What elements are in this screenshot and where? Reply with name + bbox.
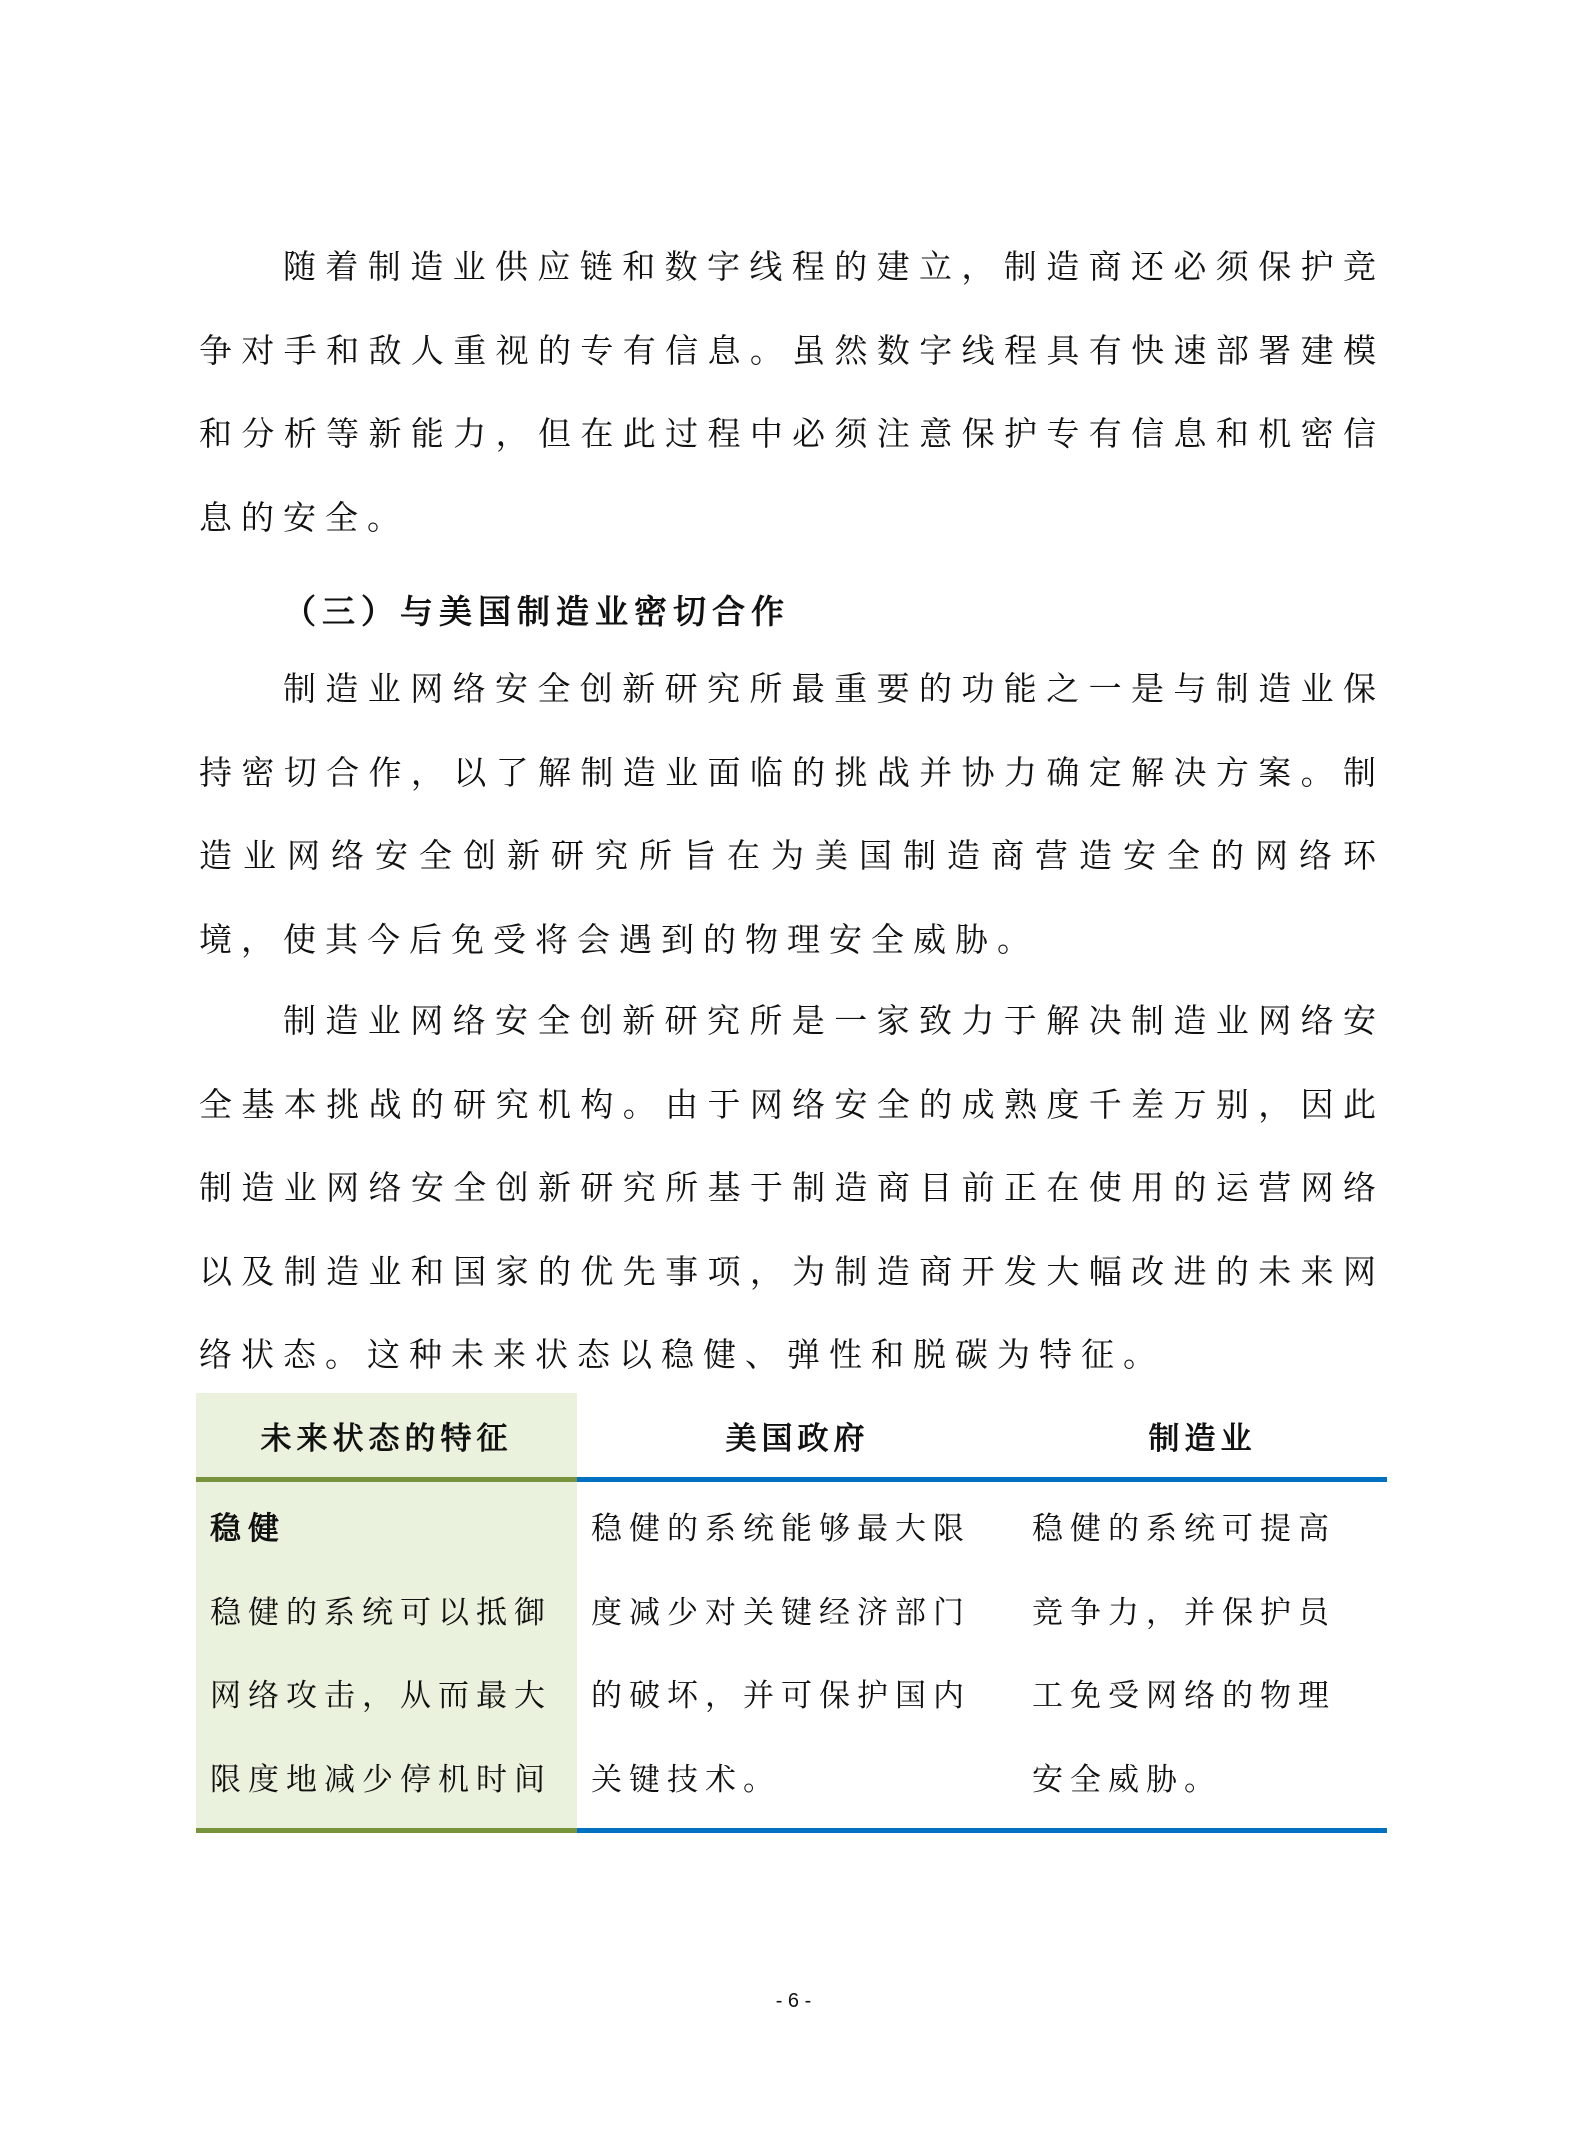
table-header-row — [196, 1393, 1387, 1480]
manufacturing-cell: 稳健的系统可提高竞争力，并保护员工免受网络的物理安全威胁。 — [1018, 1480, 1387, 1831]
paragraph-3: 制造业网络安全创新研究所是一家致力于解决制造业网络安全基本挑战的研究机构。由于网络安全的成熟度千差万别，因此制造业网络安全创新研究所基于制造商目前正在使用的运营网络以及制造业和国家的优先事项，为制造商开发大幅改进的未来网络状态。这种未来状态以稳健、弹性和脱碳为特征。 — [199, 1001, 1385, 1374]
page-number: - 6 - — [775, 1990, 812, 2012]
features-table — [196, 1393, 1387, 1833]
header-government: 美国政府 — [577, 1393, 1018, 1480]
header-manufacturing: 制造业 — [1018, 1393, 1387, 1480]
feature-description: 稳健的系统可以抵御网络攻击，从而最大限度地减少停机时间 — [210, 1594, 552, 1798]
header-feature: 未来状态的特征 — [196, 1393, 577, 1480]
paragraph-1: 随着制造业供应链和数字线程的建立，制造商还必须保护竞争对手和敌人重视的专有信息。虽然数字线程具有快速部署建模和分析等新能力，但在此过程中必须注意保护专有信息和机密信息的安全。 — [199, 247, 1385, 537]
table-row — [196, 1480, 1387, 1831]
paragraph-2: 制造业网络安全创新研究所最重要的功能之一是与制造业保持密切合作，以了解制造业面临的挑战并协力确定解决方案。制造业网络安全创新研究所旨在为美国制造商营造安全的网络环境，使其今后免受将会遇到的物理安全威胁。 — [199, 669, 1385, 959]
government-cell: 稳健的系统能够最大限度减少对关键经济部门的破坏，并可保护国内关键技术。 — [577, 1480, 1018, 1831]
feature-cell — [196, 1480, 577, 1831]
section-heading: （三）与美国制造业密切合作 — [283, 592, 790, 631]
feature-title: 稳健 — [210, 1511, 286, 1547]
